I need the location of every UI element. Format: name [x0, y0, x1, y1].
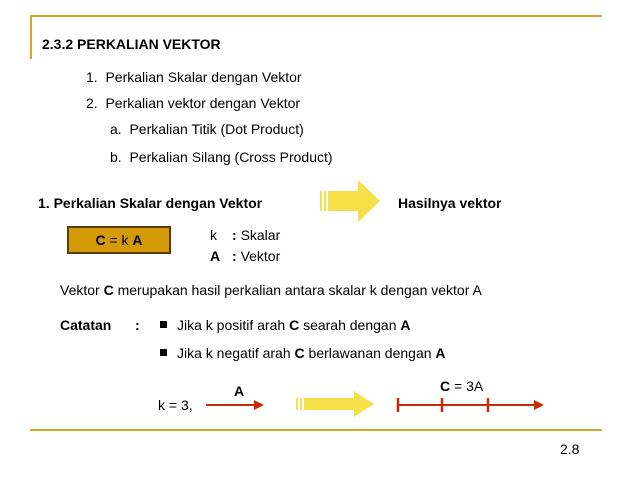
- vector-c-arrow-icon: [396, 397, 546, 413]
- equivalence-arrow-icon: [296, 391, 376, 417]
- page-number: 2.8: [560, 441, 580, 457]
- sub-outline-item-a: a. Perkalian Titik (Dot Product): [110, 121, 304, 137]
- result-label: Hasilnya vektor: [398, 195, 502, 211]
- section-title: 2.3.2 PERKALIAN VEKTOR: [42, 36, 221, 52]
- vector-a-label: A: [234, 383, 245, 399]
- result-arrow-icon: [320, 180, 380, 222]
- formula-c: C: [95, 232, 106, 248]
- topic-heading: 1. Perkalian Skalar dengan Vektor: [38, 195, 263, 211]
- left-rule: [30, 15, 32, 59]
- formula-box: [67, 226, 171, 254]
- definition-k: k : Skalar: [210, 227, 281, 243]
- outline-item-1: 1. Perkalian Skalar dengan Vektor: [86, 69, 302, 85]
- vector-a-arrow-icon: [206, 399, 266, 411]
- outline-item-2: 2. Perkalian vektor dengan Vektor: [86, 95, 301, 111]
- example-k-label: k = 3,: [158, 397, 193, 413]
- top-rule: [30, 15, 602, 17]
- formula-rest: = k: [105, 232, 133, 248]
- notes-colon: :: [135, 317, 140, 333]
- vector-c-label: C = 3A: [440, 378, 484, 394]
- note-item-2: Jika k negatif arah C berlawanan dengan A: [160, 345, 446, 361]
- bullet-icon: [160, 349, 167, 356]
- bullet-icon: [160, 321, 167, 328]
- formula-a: A: [132, 232, 143, 248]
- notes-label: Catatan: [60, 317, 112, 333]
- statement: Vektor C merupakan hasil perkalian antara skalar k dengan vektor A: [60, 282, 482, 298]
- sub-outline-item-b: b. Perkalian Silang (Cross Product): [110, 149, 333, 165]
- bottom-rule: [30, 429, 602, 431]
- definition-a: A : Vektor: [210, 248, 281, 264]
- note-item-1: Jika k positif arah C searah dengan A: [160, 317, 411, 333]
